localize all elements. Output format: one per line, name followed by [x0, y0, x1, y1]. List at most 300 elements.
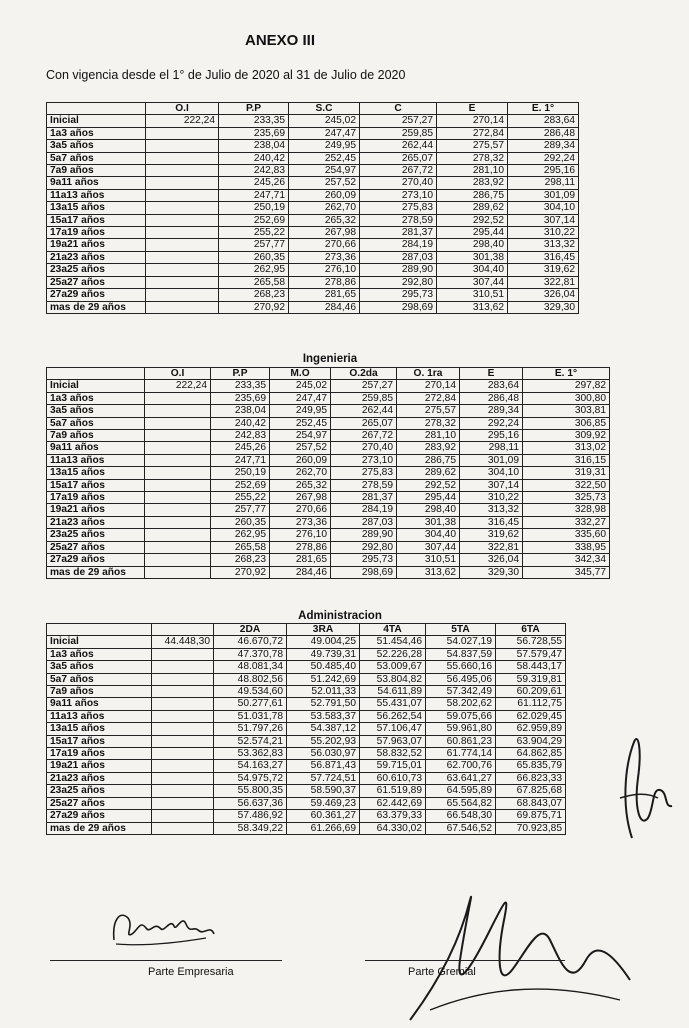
table-cell — [145, 529, 211, 541]
table-cell: 265,07 — [360, 152, 437, 164]
table-cell: 53.583,37 — [287, 710, 360, 722]
table-row — [47, 202, 579, 214]
table-cell: 265,32 — [289, 214, 360, 226]
table-cell: 59.075,66 — [426, 710, 496, 722]
section-title-administracion: Administracion — [298, 610, 382, 622]
table-row — [47, 467, 610, 479]
row-label: 9a11 años — [47, 698, 152, 710]
table-cell: 307,44 — [397, 541, 460, 553]
table-cell: 278,86 — [270, 541, 331, 553]
column-header: 6TA — [496, 624, 566, 636]
table-cell: 284,46 — [289, 301, 360, 313]
table-cell: 313,62 — [397, 566, 460, 578]
table-cell: 307,14 — [460, 479, 523, 491]
table-cell: 53.362,83 — [214, 748, 287, 760]
table-cell: 49.534,60 — [214, 686, 287, 698]
table-cell: 254,97 — [270, 430, 331, 442]
table-cell: 289,34 — [508, 140, 579, 152]
table-cell: 298,11 — [460, 442, 523, 454]
table-cell: 286,48 — [508, 127, 579, 139]
table-cell: 59.469,23 — [287, 797, 360, 809]
table-cell: 278,86 — [289, 276, 360, 288]
table-row — [47, 189, 579, 201]
row-label: 13a15 años — [47, 467, 145, 479]
table-cell: 262,44 — [331, 405, 397, 417]
table-cell — [145, 392, 211, 404]
signature-parte-gremial — [400, 880, 650, 1025]
table-cell: 267,98 — [289, 227, 360, 239]
table-cell: 295,44 — [437, 227, 508, 239]
table-cell: 301,38 — [437, 251, 508, 263]
table-cell: 61.519,89 — [360, 785, 426, 797]
table-cell: 316,45 — [508, 251, 579, 263]
table-cell: 278,59 — [331, 479, 397, 491]
table-cell: 287,03 — [331, 516, 397, 528]
table-cell: 60.861,23 — [426, 735, 496, 747]
table-cell: 329,30 — [508, 301, 579, 313]
table-cell — [145, 479, 211, 491]
table-cell: 54.837,59 — [426, 648, 496, 660]
row-label: 15a17 años — [47, 214, 146, 226]
table-cell: 66.823,33 — [496, 772, 566, 784]
validity-subtitle: Con vigencia desde el 1° de Julio de 2020 al 31 de Julio de 2020 — [46, 68, 406, 82]
row-label: mas de 29 años — [47, 822, 152, 834]
table-row — [47, 504, 610, 516]
table-cell: 295,73 — [360, 289, 437, 301]
table-cell: 273,10 — [360, 189, 437, 201]
table-cell: 313,02 — [523, 442, 610, 454]
table-cell: 295,44 — [397, 492, 460, 504]
table-cell: 310,22 — [460, 492, 523, 504]
table-cell: 250,19 — [211, 467, 270, 479]
table-cell: 270,40 — [331, 442, 397, 454]
table-cell: 61.112,75 — [496, 698, 566, 710]
table-cell: 52.791,50 — [287, 698, 360, 710]
row-label: 17a19 años — [47, 227, 146, 239]
table-cell: 286,75 — [397, 454, 460, 466]
table-cell: 276,10 — [270, 529, 331, 541]
table-header-row — [47, 368, 610, 380]
table-cell: 316,15 — [523, 454, 610, 466]
table-cell: 238,04 — [219, 140, 289, 152]
table-cell — [145, 504, 211, 516]
table-cell: 289,90 — [360, 264, 437, 276]
table-cell: 273,10 — [331, 454, 397, 466]
column-header-blank — [47, 624, 152, 636]
table-cell: 304,10 — [460, 467, 523, 479]
table-cell: 65.564,82 — [426, 797, 496, 809]
table-cell: 270,66 — [270, 504, 331, 516]
table-cell: 284,19 — [360, 239, 437, 251]
table-cell: 319,62 — [508, 264, 579, 276]
table-cell: 257,77 — [219, 239, 289, 251]
table-cell — [145, 442, 211, 454]
table-row — [47, 392, 610, 404]
column-header: 3RA — [287, 624, 360, 636]
table-cell — [152, 698, 214, 710]
table-row — [47, 214, 579, 226]
table-cell: 55.202,93 — [287, 735, 360, 747]
table-cell: 61.774,14 — [426, 748, 496, 760]
table-cell: 275,83 — [331, 467, 397, 479]
table-cell: 56.728,55 — [496, 636, 566, 648]
column-header: 5TA — [426, 624, 496, 636]
table-cell — [145, 516, 211, 528]
table-row — [47, 276, 579, 288]
label-parte-empresaria: Parte Empresaria — [148, 966, 234, 978]
signature-line-gremial — [365, 960, 565, 961]
table-cell: 233,35 — [211, 380, 270, 392]
table-cell — [146, 189, 219, 201]
table-cell: 56.637,36 — [214, 797, 287, 809]
table-cell — [146, 301, 219, 313]
table-cell: 306,85 — [523, 417, 610, 429]
table-cell: 57.579,47 — [496, 648, 566, 660]
table-cell: 249,95 — [289, 140, 360, 152]
table-cell: 309,92 — [523, 430, 610, 442]
table-cell: 283,92 — [397, 442, 460, 454]
row-label: 27a29 años — [47, 554, 145, 566]
table-cell: 66.548,30 — [426, 810, 496, 822]
table-cell — [152, 822, 214, 834]
table-cell: 68.843,07 — [496, 797, 566, 809]
row-label: 13a15 años — [47, 723, 152, 735]
table-cell: 270,66 — [289, 239, 360, 251]
table-cell: 235,69 — [211, 392, 270, 404]
table-cell: 278,32 — [437, 152, 508, 164]
table-row — [47, 380, 610, 392]
row-label: 23a25 años — [47, 264, 146, 276]
table-cell: 310,22 — [508, 227, 579, 239]
table-cell: 222,24 — [145, 380, 211, 392]
table-cell: 48.802,56 — [214, 673, 287, 685]
table-cell: 67.546,52 — [426, 822, 496, 834]
table-row — [47, 239, 579, 251]
table-cell: 260,09 — [270, 454, 331, 466]
table-cell: 270,92 — [211, 566, 270, 578]
row-label: 11a13 años — [47, 189, 146, 201]
table-cell: 257,27 — [360, 115, 437, 127]
table-row — [47, 289, 579, 301]
table-row — [47, 735, 566, 747]
table-cell: 287,03 — [360, 251, 437, 263]
table-cell — [146, 127, 219, 139]
table-cell: 313,62 — [437, 301, 508, 313]
table-cell: 69.875,71 — [496, 810, 566, 822]
column-header: 2DA — [214, 624, 287, 636]
column-header: C — [360, 103, 437, 115]
column-header: M.O — [270, 368, 331, 380]
table-cell: 292,52 — [397, 479, 460, 491]
table-cell: 265,32 — [270, 479, 331, 491]
table-cell — [146, 214, 219, 226]
table-row — [47, 492, 610, 504]
table-cell: 298,40 — [397, 504, 460, 516]
table-cell: 54.027,19 — [426, 636, 496, 648]
table-row — [47, 541, 610, 553]
table-cell: 44.448,30 — [152, 636, 214, 648]
table-cell — [146, 264, 219, 276]
table-cell — [145, 467, 211, 479]
column-header: 4TA — [360, 624, 426, 636]
table-cell: 281,37 — [331, 492, 397, 504]
table-cell: 254,97 — [289, 165, 360, 177]
table-cell: 292,80 — [331, 541, 397, 553]
table-cell: 304,10 — [508, 202, 579, 214]
table-cell: 54.611,89 — [360, 686, 426, 698]
row-label: 21a23 años — [47, 516, 145, 528]
table-row — [47, 723, 566, 735]
table-cell: 51.797,26 — [214, 723, 287, 735]
row-label: 23a25 años — [47, 785, 152, 797]
table-cell — [146, 276, 219, 288]
table-row — [47, 772, 566, 784]
table-cell: 319,62 — [460, 529, 523, 541]
table-cell: 292,52 — [437, 214, 508, 226]
column-header: P.P — [219, 103, 289, 115]
table-cell: 59.319,81 — [496, 673, 566, 685]
column-header: O.2da — [331, 368, 397, 380]
table-cell: 292,80 — [360, 276, 437, 288]
column-header: S.C — [289, 103, 360, 115]
table-row — [47, 127, 579, 139]
table-cell: 245,26 — [219, 177, 289, 189]
table-cell: 247,47 — [270, 392, 331, 404]
table-cell — [146, 239, 219, 251]
row-label: 7a9 años — [47, 686, 152, 698]
column-header — [152, 624, 214, 636]
table-cell: 60.610,73 — [360, 772, 426, 784]
table-cell — [146, 289, 219, 301]
table-cell: 247,71 — [219, 189, 289, 201]
table-cell: 283,92 — [437, 177, 508, 189]
table-row — [47, 430, 610, 442]
table-cell: 62.442,69 — [360, 797, 426, 809]
table-cell: 57.106,47 — [360, 723, 426, 735]
table-row — [47, 686, 566, 698]
row-label: 27a29 años — [47, 810, 152, 822]
table-cell: 259,85 — [331, 392, 397, 404]
table-cell: 298,69 — [360, 301, 437, 313]
table-row — [47, 417, 610, 429]
table-cell: 270,14 — [437, 115, 508, 127]
table-cell: 267,72 — [331, 430, 397, 442]
table-cell: 342,34 — [523, 554, 610, 566]
table-row — [47, 566, 610, 578]
table-row — [47, 661, 566, 673]
table-cell: 55.431,07 — [360, 698, 426, 710]
table-cell — [145, 566, 211, 578]
table-cell: 284,19 — [331, 504, 397, 516]
table-cell — [152, 686, 214, 698]
table-cell — [152, 785, 214, 797]
table-cell: 275,57 — [397, 405, 460, 417]
table-cell: 242,83 — [211, 430, 270, 442]
table-cell: 55.660,16 — [426, 661, 496, 673]
table-cell: 262,44 — [360, 140, 437, 152]
table-cell: 273,36 — [270, 516, 331, 528]
table-cell: 267,72 — [360, 165, 437, 177]
table-cell: 313,32 — [508, 239, 579, 251]
table-cell — [145, 405, 211, 417]
table-cell: 307,44 — [437, 276, 508, 288]
table-cell: 252,45 — [270, 417, 331, 429]
table-cell: 245,02 — [289, 115, 360, 127]
table-cell: 262,95 — [219, 264, 289, 276]
table-cell: 345,77 — [523, 566, 610, 578]
row-label: Inicial — [47, 380, 145, 392]
table-row — [47, 648, 566, 660]
row-label: 11a13 años — [47, 454, 145, 466]
table-cell: 257,52 — [289, 177, 360, 189]
table-cell: 56.262,54 — [360, 710, 426, 722]
row-label: Inicial — [47, 115, 146, 127]
table-cell: 70.923,85 — [496, 822, 566, 834]
table-cell: 245,26 — [211, 442, 270, 454]
table-cell: 262,70 — [270, 467, 331, 479]
row-label: 15a17 años — [47, 735, 152, 747]
table-cell: 289,62 — [437, 202, 508, 214]
column-header: P.P — [211, 368, 270, 380]
table-row — [47, 636, 566, 648]
row-label: 17a19 años — [47, 748, 152, 760]
table-cell: 64.330,02 — [360, 822, 426, 834]
table-cell: 262,70 — [289, 202, 360, 214]
table-cell: 283,64 — [460, 380, 523, 392]
row-label: 5a7 años — [47, 417, 145, 429]
table-cell: 281,65 — [289, 289, 360, 301]
row-label: 11a13 años — [47, 710, 152, 722]
table-row — [47, 115, 579, 127]
table-cell: 275,57 — [437, 140, 508, 152]
table-cell — [152, 673, 214, 685]
row-label: 27a29 años — [47, 289, 146, 301]
table-cell: 62.700,76 — [426, 760, 496, 772]
table-cell: 268,23 — [211, 554, 270, 566]
table-cell: 298,40 — [437, 239, 508, 251]
table-cell — [152, 797, 214, 809]
row-label: 25a27 años — [47, 797, 152, 809]
table-cell: 289,62 — [397, 467, 460, 479]
table-cell: 289,34 — [460, 405, 523, 417]
table-cell: 319,31 — [523, 467, 610, 479]
table-cell: 64.862,85 — [496, 748, 566, 760]
table-cell: 51.454,46 — [360, 636, 426, 648]
table-row — [47, 177, 579, 189]
table-cell: 313,32 — [460, 504, 523, 516]
table-cell — [145, 541, 211, 553]
table-row — [47, 554, 610, 566]
table-cell: 265,58 — [219, 276, 289, 288]
table-cell — [145, 417, 211, 429]
table-cell: 295,16 — [460, 430, 523, 442]
table-cell: 47.370,78 — [214, 648, 287, 660]
table-cell: 303,81 — [523, 405, 610, 417]
table-cell: 63.641,27 — [426, 772, 496, 784]
table-cell: 273,36 — [289, 251, 360, 263]
column-header: O.I — [145, 368, 211, 380]
table-cell — [146, 227, 219, 239]
table-cell — [152, 810, 214, 822]
table-cell: 298,69 — [331, 566, 397, 578]
table-cell: 301,09 — [508, 189, 579, 201]
table-row — [47, 140, 579, 152]
table-cell: 55.800,35 — [214, 785, 287, 797]
row-label: 25a27 años — [47, 541, 145, 553]
table-cell: 60.361,27 — [287, 810, 360, 822]
table-cell: 262,95 — [211, 529, 270, 541]
table-cell — [145, 554, 211, 566]
row-label: 19a21 años — [47, 504, 145, 516]
table-cell: 322,50 — [523, 479, 610, 491]
table-row — [47, 479, 610, 491]
table-cell: 240,42 — [219, 152, 289, 164]
table-row — [47, 251, 579, 263]
table-cell: 332,27 — [523, 516, 610, 528]
table-cell: 50.485,40 — [287, 661, 360, 673]
table-cell: 252,45 — [289, 152, 360, 164]
table-cell — [152, 648, 214, 660]
table-cell: 322,81 — [460, 541, 523, 553]
table-cell: 257,77 — [211, 504, 270, 516]
table-cell: 67.825,68 — [496, 785, 566, 797]
table-cell: 255,22 — [211, 492, 270, 504]
row-label: 3a5 años — [47, 140, 146, 152]
table-cell: 58.202,62 — [426, 698, 496, 710]
row-label: 3a5 años — [47, 405, 145, 417]
table-cell: 52.226,28 — [360, 648, 426, 660]
table-row — [47, 797, 566, 809]
table-cell: 310,51 — [437, 289, 508, 301]
table-cell: 259,85 — [360, 127, 437, 139]
table-cell — [152, 760, 214, 772]
table-row — [47, 152, 579, 164]
table-row — [47, 516, 610, 528]
table-cell: 284,46 — [270, 566, 331, 578]
table-row — [47, 301, 579, 313]
table-cell: 57.342,49 — [426, 686, 496, 698]
table-cell: 64.595,89 — [426, 785, 496, 797]
table-cell: 245,02 — [270, 380, 331, 392]
row-label: 5a7 años — [47, 673, 152, 685]
table-cell — [145, 430, 211, 442]
table-cell: 300,80 — [523, 392, 610, 404]
table-cell: 329,30 — [460, 566, 523, 578]
row-label: 17a19 años — [47, 492, 145, 504]
row-label: 1a3 años — [47, 392, 145, 404]
column-header-blank — [47, 368, 145, 380]
table-cell: 267,98 — [270, 492, 331, 504]
table-row — [47, 698, 566, 710]
table-cell: 281,37 — [360, 227, 437, 239]
table-row — [47, 405, 610, 417]
table-cell: 62.959,89 — [496, 723, 566, 735]
salary-table-ingenieria — [46, 367, 610, 579]
table-cell: 46.670,72 — [214, 636, 287, 648]
table-cell: 249,95 — [270, 405, 331, 417]
label-parte-gremial: Parte Gremial — [408, 966, 476, 978]
row-label: 21a23 años — [47, 772, 152, 784]
section-title-ingenieria: Ingenieria — [302, 353, 358, 365]
table-cell: 281,10 — [437, 165, 508, 177]
column-header: E. 1° — [508, 103, 579, 115]
table-cell: 56.495,06 — [426, 673, 496, 685]
table-cell: 59.961,80 — [426, 723, 496, 735]
table-cell: 250,19 — [219, 202, 289, 214]
table-row — [47, 760, 566, 772]
table-cell: 289,90 — [331, 529, 397, 541]
table-cell: 328,98 — [523, 504, 610, 516]
